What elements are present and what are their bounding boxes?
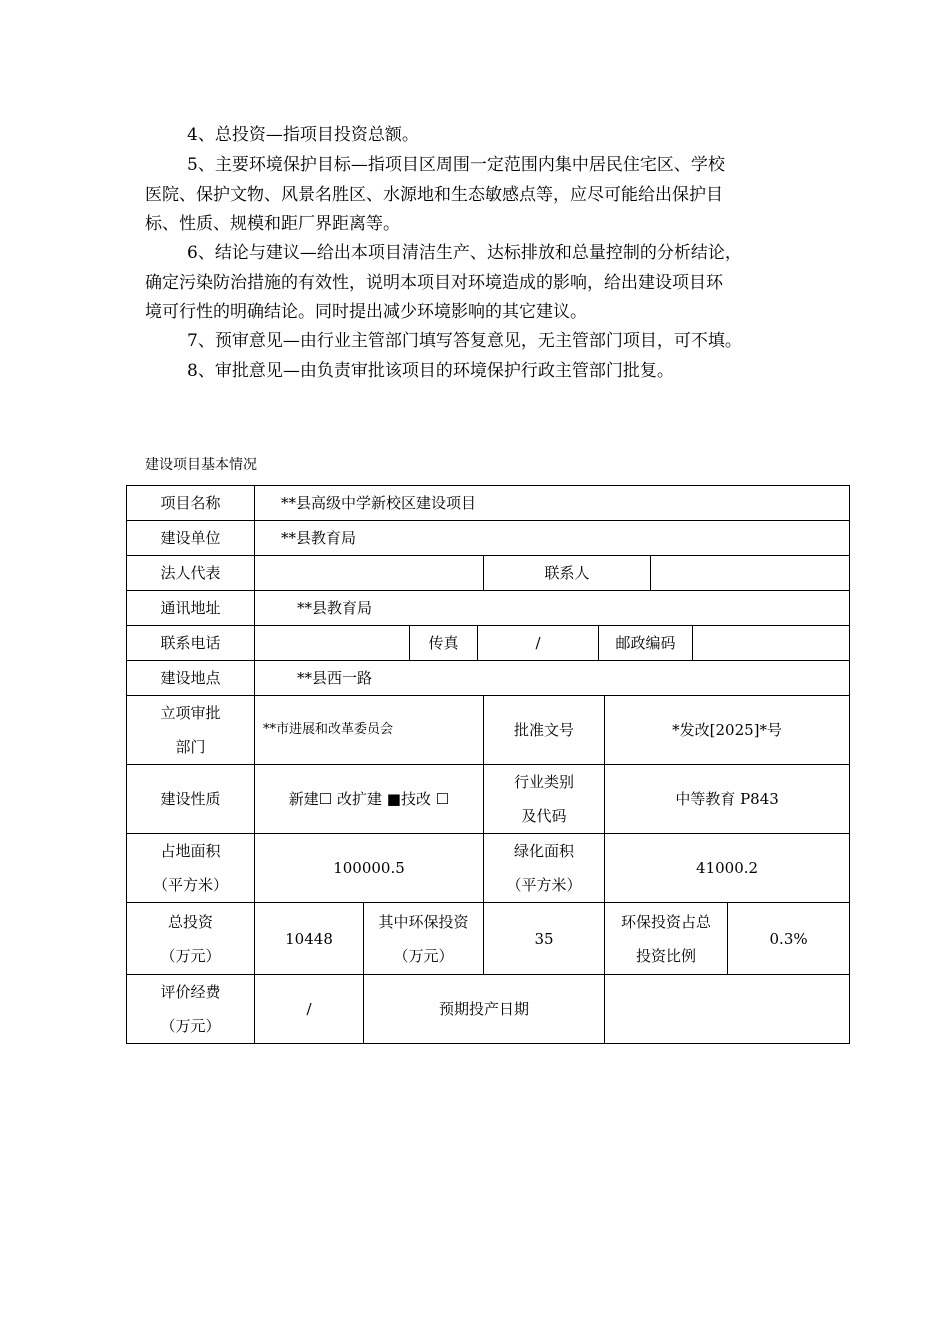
label-line: 占地面积 [160, 842, 221, 860]
label-cell [127, 975, 255, 1044]
paragraph-text: 医院、保护文物、风景名胜区、水源地和生态敏感点等，应尽可能给出保护目 [145, 184, 723, 205]
label-cell: 建设地点 [127, 661, 255, 696]
paragraph-total-investment [145, 121, 810, 151]
total-investment-value: 10448 [255, 903, 364, 975]
table-row [127, 521, 850, 556]
paragraph-text: 标、性质、规模和距厂界距离等。 [145, 214, 400, 234]
label-cell [127, 834, 255, 903]
phone-value [255, 626, 410, 661]
paragraph-protection-targets [145, 151, 810, 240]
paragraph-text: 6、结论与建议—给出本项目清洁生产、达标排放和总量控制的分析结论， [187, 243, 742, 263]
nature-expand-label: 改扩建 [337, 790, 383, 808]
label-cell: 批准文号 [484, 696, 605, 765]
site-value: **县西一路 [255, 661, 850, 696]
start-date-value [605, 975, 850, 1044]
label-cell: 项目名称 [127, 486, 255, 521]
paragraph-text: 4、总投资—指项目投资总额。 [187, 125, 419, 145]
env-investment-value: 35 [484, 903, 605, 975]
label-line: （万元） [160, 1017, 221, 1035]
label-cell [127, 696, 255, 765]
table-row [127, 834, 850, 903]
table-caption: 建设项目基本情况 [145, 457, 257, 473]
paragraph-approval [145, 357, 810, 387]
nature-tech-label: 技改 [400, 790, 431, 808]
label-cell: 联系人 [484, 556, 651, 591]
table-row [127, 486, 850, 521]
table-row [127, 903, 850, 975]
nature-new-label: 新建 [288, 790, 319, 808]
label-cell: 邮政编码 [599, 626, 693, 661]
paragraph-text: 5、主要环境保护目标—指项目区周围一定范围内集中居民住宅区、学校 [187, 155, 725, 175]
project-info-table [126, 485, 850, 1044]
paragraph-pre-review [145, 327, 810, 357]
nature-new-checkbox[interactable]: ☐ [318, 790, 333, 808]
label-cell [364, 903, 484, 975]
label-line: 部门 [175, 738, 206, 756]
nature-extra-checkbox[interactable]: ☐ [435, 790, 450, 808]
land-area-value: 100000.5 [255, 834, 484, 903]
contact-value [651, 556, 850, 591]
label-cell [605, 903, 728, 975]
industry-value: 中等教育 P843 [605, 765, 850, 834]
table-row [127, 556, 850, 591]
builder-value: **县教育局 [255, 521, 850, 556]
legal-rep-value [255, 556, 484, 591]
label-line: 行业类别 [513, 773, 574, 791]
table-row [127, 765, 850, 834]
label-line: 评价经费 [160, 983, 221, 1001]
label-cell [127, 903, 255, 975]
table-row [127, 591, 850, 626]
label-cell: 法人代表 [127, 556, 255, 591]
nature-tech-checkbox[interactable]: ■ [386, 790, 401, 808]
label-line: 投资比例 [635, 946, 696, 965]
label-cell: 建设性质 [127, 765, 255, 834]
postcode-value [693, 626, 850, 661]
label-line: 绿化面积 [513, 842, 574, 860]
project-name-value: **县高级中学新校区建设项目 [255, 486, 850, 521]
label-cell: 传真 [410, 626, 478, 661]
label-cell: 预期投产日期 [364, 975, 605, 1044]
label-line: 立项审批 [160, 704, 221, 722]
paragraph-text: 确定污染防治措施的有效性，说明本项目对环境造成的影响，给出建设项目环 [145, 272, 723, 293]
paragraph-text: 8、审批意见—由负责审批该项目的环境保护行政主管部门批复。 [187, 361, 674, 381]
label-cell: 联系电话 [127, 626, 255, 661]
paragraph-text: 境可行性的明确结论。同时提出减少环境影响的其它建议。 [145, 302, 587, 322]
label-cell [484, 834, 605, 903]
label-line: （平方米） [506, 876, 582, 894]
paragraph-text: 7、预审意见—由行业主管部门填写答复意见，无主管部门项目，可不填。 [187, 331, 742, 351]
table-row [127, 626, 850, 661]
env-ratio-value: 0.3% [728, 903, 850, 975]
label-line: （万元） [160, 946, 221, 965]
label-line: 环保投资占总 [620, 912, 711, 931]
label-line: 及代码 [521, 807, 567, 825]
table-row [127, 661, 850, 696]
green-area-value: 41000.2 [605, 834, 850, 903]
label-cell: 通讯地址 [127, 591, 255, 626]
label-cell: 建设单位 [127, 521, 255, 556]
fax-value: / [478, 626, 599, 661]
table-row [127, 975, 850, 1044]
label-line: 总投资 [167, 912, 213, 931]
nature-options [255, 765, 484, 834]
label-cell [484, 765, 605, 834]
address-value: **县教育局 [255, 591, 850, 626]
approval-dept-value: **市进展和改革委员会 [255, 696, 484, 765]
paragraph-conclusions [145, 239, 810, 328]
label-line: 其中环保投资 [378, 912, 469, 931]
approval-no-value: *发改[2025]*号 [605, 696, 850, 765]
eval-fee-value: / [255, 975, 364, 1044]
label-line: （平方米） [152, 876, 228, 894]
table-row [127, 696, 850, 765]
label-line: （万元） [393, 946, 454, 965]
